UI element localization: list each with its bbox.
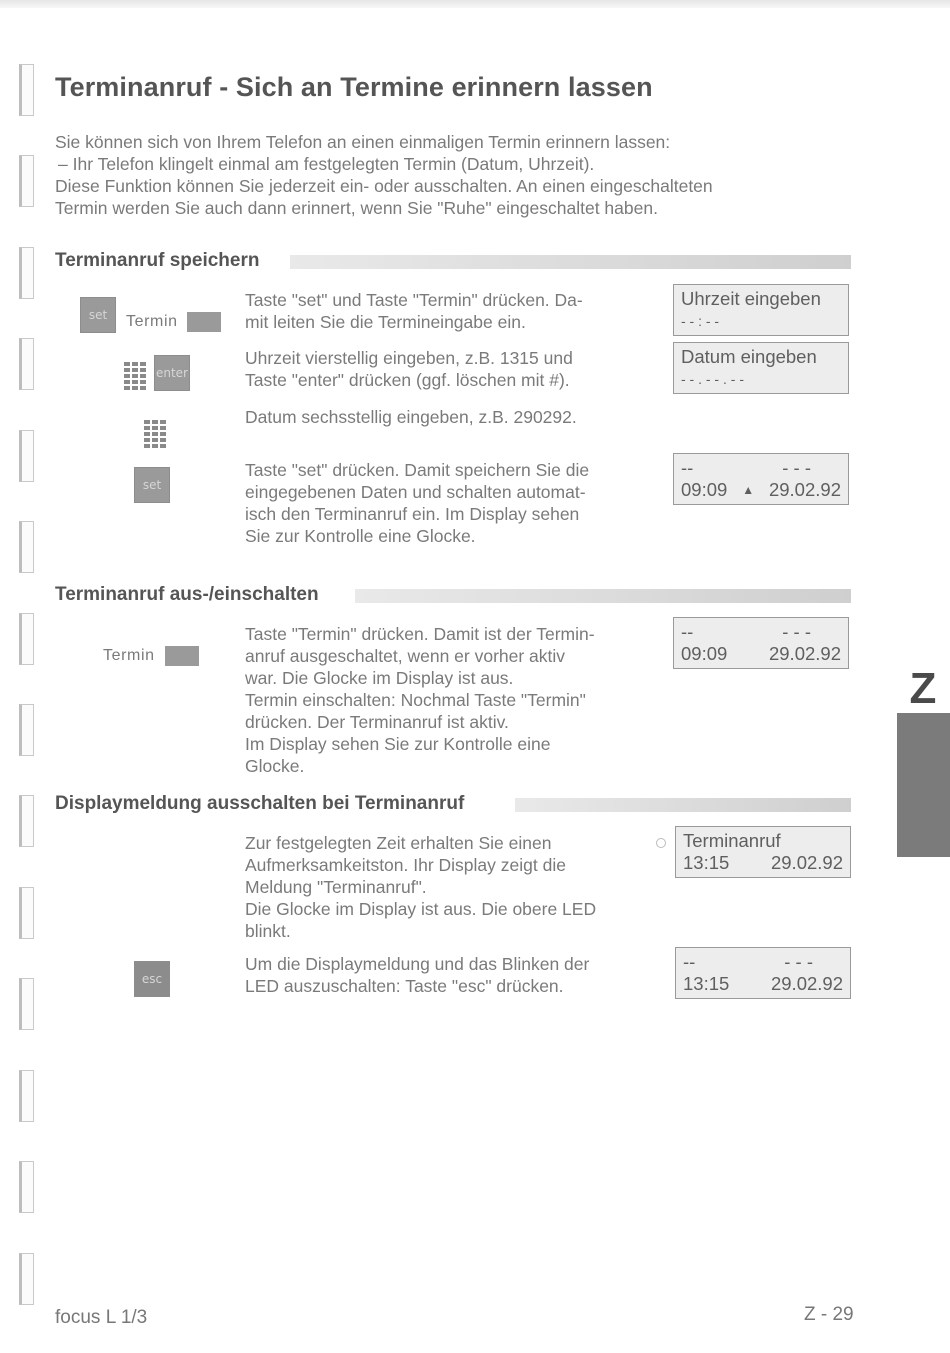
- step-text: [245, 832, 655, 942]
- step-text: [245, 953, 655, 997]
- step-line: Glocke.: [245, 756, 305, 776]
- intro-text: [55, 131, 845, 219]
- footer-product: focus L 1/3: [55, 1307, 148, 1328]
- margin-marker: [19, 430, 34, 482]
- display-line: 09:09: [681, 643, 728, 664]
- display-line: 29.02.92: [770, 973, 843, 994]
- margin-marker: [19, 64, 34, 116]
- step-text: [245, 406, 655, 428]
- margin-marker: [19, 1161, 34, 1213]
- margin-marker: [19, 704, 34, 756]
- keypad-icon: [142, 418, 166, 448]
- margin-marker: [19, 978, 34, 1030]
- step-text: [245, 289, 655, 333]
- step-line: Um die Displaymeldung und das Blinken der: [245, 954, 590, 974]
- display-time-entry: [673, 284, 849, 336]
- display-line: 13:15: [683, 852, 730, 873]
- display-line: [681, 457, 841, 479]
- keypad-icon: [122, 360, 146, 390]
- display-terminanruf: [675, 826, 851, 878]
- section-title: Terminanruf aus-/einschalten: [55, 584, 329, 606]
- margin-marker: [19, 1253, 34, 1305]
- step-line: Uhrzeit vierstellig eingeben, z.B. 1315 und: [245, 348, 573, 368]
- intro-line: Diese Funktion können Sie jederzeit ein- oder ausschalten. An einen eingeschalteten: [55, 176, 713, 196]
- step-line: Taste "set" und Taste "Termin" drücken. Da-: [245, 290, 583, 310]
- display-line: - - . - - . - -: [681, 371, 744, 387]
- intro-line: Sie können sich von Ihrem Telefon an einen einmaligen Termin erinnern lassen:: [55, 132, 671, 152]
- display-line: [683, 951, 843, 973]
- intro-line: Termin werden Sie auch dann erinnert, wenn Sie "Ruhe" eingeschaltet haben.: [55, 198, 658, 218]
- display-line: - - -: [782, 457, 811, 478]
- margin-marker: [19, 338, 34, 390]
- step-text: [245, 347, 655, 391]
- step-line: Meldung "Terminanruf".: [245, 877, 427, 897]
- display-line: 29.02.92: [768, 479, 841, 500]
- step-line: Die Glocke im Display ist aus. Die obere LED: [245, 899, 597, 919]
- section-title: Terminanruf speichern: [55, 250, 269, 272]
- display-line: [683, 973, 843, 995]
- margin-marker: [19, 521, 34, 573]
- section-title: Displaymeldung ausschalten bei Terminanruf: [55, 793, 474, 815]
- step-line: isch den Terminanruf ein. Im Display sehen: [245, 504, 580, 524]
- page-title: Terminanruf - Sich an Termine erinnern lassen: [55, 72, 653, 102]
- termin-key-label: Termin: [103, 647, 155, 664]
- section-header-displaymeldung: [55, 793, 851, 817]
- termin-key-label: Termin: [126, 313, 178, 330]
- display-line: --: [683, 951, 696, 972]
- section-rule: [355, 589, 851, 603]
- display-line: - - -: [784, 951, 813, 972]
- margin-marker: [19, 613, 34, 665]
- margin-marker: [19, 155, 34, 207]
- set-key-icon: set: [134, 467, 170, 503]
- display-bell-on: [673, 453, 849, 505]
- page-number: Z - 29: [804, 1304, 854, 1325]
- display-line: Terminanruf: [683, 830, 781, 851]
- display-line: [681, 479, 841, 501]
- display-line: --: [681, 621, 694, 642]
- top-rule: [0, 0, 950, 8]
- section-header-ausein: [55, 584, 851, 608]
- led-icon: [656, 838, 666, 848]
- margin-marker: [19, 887, 34, 939]
- step-line: Im Display sehen Sie zur Kontrolle eine: [245, 734, 551, 754]
- step-line: drücken. Der Terminanruf ist aktiv.: [245, 712, 509, 732]
- step-line: Termin einschalten: Nochmal Taste "Termin": [245, 690, 586, 710]
- display-line: 29.02.92: [770, 852, 843, 873]
- bell-icon: ▲: [742, 483, 755, 497]
- display-bell-off: [673, 617, 849, 669]
- margin-marker: [19, 1070, 34, 1122]
- step-line: eingegebenen Daten und schalten automat-: [245, 482, 586, 502]
- step-line: anruf ausgeschaltet, wenn er vorher aktiv: [245, 646, 566, 666]
- step-text: [245, 459, 655, 547]
- step-line: blinkt.: [245, 921, 291, 941]
- section-header-speichern: [55, 250, 851, 274]
- step-line: Zur festgelegten Zeit erhalten Sie einen: [245, 833, 552, 853]
- step-line: war. Die Glocke im Display ist aus.: [245, 668, 514, 688]
- display-date-entry: [673, 342, 849, 394]
- chapter-tab-letter: Z: [909, 664, 937, 713]
- termin-key-icon: [165, 646, 199, 666]
- esc-key-icon: esc: [134, 961, 170, 997]
- step-line: Taste "enter" drücken (ggf. löschen mit #).: [245, 370, 570, 390]
- step-line: Taste "Termin" drücken. Damit ist der Termin-: [245, 624, 595, 644]
- display-line: [683, 852, 843, 874]
- chapter-tab: [897, 713, 950, 857]
- set-key-icon: set: [80, 297, 116, 333]
- step-line: Aufmerksamkeitston. Ihr Display zeigt die: [245, 855, 566, 875]
- display-line: [681, 621, 841, 643]
- display-line: [681, 643, 841, 665]
- display-line: - - : - -: [681, 313, 720, 329]
- display-line: Uhrzeit eingeben: [681, 288, 821, 309]
- margin-marker: [19, 247, 34, 299]
- step-line: Datum sechsstellig eingeben, z.B. 290292.: [245, 407, 577, 427]
- display-line: 09:09: [681, 479, 728, 500]
- display-line: - - -: [782, 621, 811, 642]
- enter-key-icon: enter: [154, 355, 190, 391]
- display-line: 13:15: [683, 973, 730, 994]
- step-line: mit leiten Sie die Termineingabe ein.: [245, 312, 526, 332]
- display-after-esc: [675, 947, 851, 999]
- step-text: [245, 623, 655, 777]
- step-line: Taste "set" drücken. Damit speichern Sie die: [245, 460, 590, 480]
- margin-marker: [19, 795, 34, 847]
- display-line: Datum eingeben: [681, 346, 817, 367]
- termin-key-icon: [187, 312, 221, 332]
- display-line: 29.02.92: [768, 643, 841, 664]
- section-rule: [515, 798, 851, 812]
- intro-line: – Ihr Telefon klingelt einmal am festgelegten Termin (Datum, Uhrzeit).: [58, 154, 595, 174]
- display-line: --: [681, 457, 694, 478]
- step-line: Sie zur Kontrolle eine Glocke.: [245, 526, 476, 546]
- step-line: LED auszuschalten: Taste "esc" drücken.: [245, 976, 564, 996]
- section-rule: [290, 255, 851, 269]
